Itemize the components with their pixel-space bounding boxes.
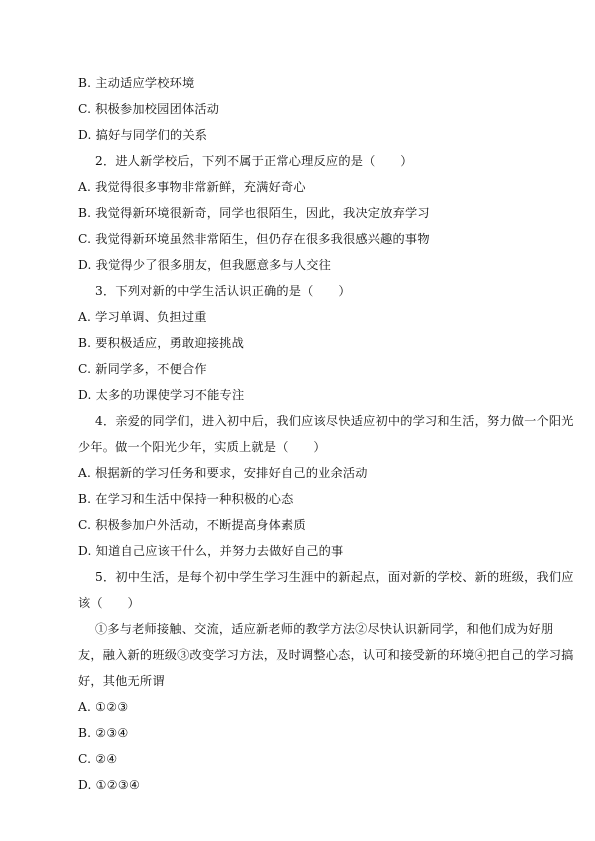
q3-option-a: A. 学习单调、负担过重: [78, 310, 207, 324]
q4-option-b: B. 在学习和生活中保持一种积极的心态: [78, 492, 294, 506]
q5-option-a: A. ①②③: [78, 700, 129, 714]
q2-option-b: B. 我觉得新环境很新奇，同学也很陌生，因此，我决定放弃学习: [78, 206, 430, 220]
q5-option-c: C. ②④: [78, 752, 118, 766]
q1-option-b: B. 主动适应学校环境: [78, 76, 195, 90]
q5-statements-cont-2: 好，其他无所谓: [78, 674, 165, 688]
q1-option-d: D. 搞好与同学们的关系: [78, 128, 208, 142]
q2-option-d: D. 我觉得少了很多朋友，但我愿意多与人交往: [78, 258, 332, 272]
q5-statements: ①多与老师接触、交流，适应新老师的教学方法②尽快认识新同学，和他们成为好朋: [95, 622, 554, 636]
q5-option-b: B. ②③④: [78, 726, 129, 740]
question-5-cont: 该（ ）: [78, 596, 140, 610]
question-4-cont: 少年。做一个阳光少年，实质上就是（ ）: [78, 440, 326, 454]
question-3: 3．下列对新的中学生活认识正确的是（ ）: [95, 284, 351, 298]
question-2: 2．进人新学校后，下列不属于正常心理反应的是（ ）: [95, 154, 413, 168]
q4-option-c: C. 积极参加户外活动，不断提高身体素质: [78, 518, 306, 532]
question-4: 4．亲爱的同学们，进入初中后，我们应该尽快适应初中的学习和生活，努力做一个阳光: [95, 414, 574, 428]
q5-statements-cont-1: 友，融入新的班级③改变学习方法，及时调整心态，认可和接受新的环境④把自己的学习搞: [78, 648, 574, 662]
q5-option-d: D. ①②③④: [78, 778, 141, 792]
q3-option-b: B. 要积极适应，勇敢迎接挑战: [78, 336, 244, 350]
q4-option-a: A. 根据新的学习任务和要求，安排好自己的业余活动: [78, 466, 368, 480]
q4-option-d: D. 知道自己应该干什么，并努力去做好自己的事: [78, 544, 344, 558]
q3-option-c: C. 新同学多，不便合作: [78, 362, 207, 376]
q3-option-d: D. 太多的功课使学习不能专注: [78, 388, 245, 402]
q2-option-a: A. 我觉得很多事物非常新鲜，充满好奇心: [78, 180, 306, 194]
question-5: 5．初中生活，是每个初中学生学习生涯中的新起点，面对新的学校、新的班级，我们应: [95, 570, 574, 584]
q2-option-c: C. 我觉得新环境虽然非常陌生，但仍存在很多我很感兴趣的事物: [78, 232, 430, 246]
q1-option-c: C. 积极参加校园团体活动: [78, 102, 220, 116]
